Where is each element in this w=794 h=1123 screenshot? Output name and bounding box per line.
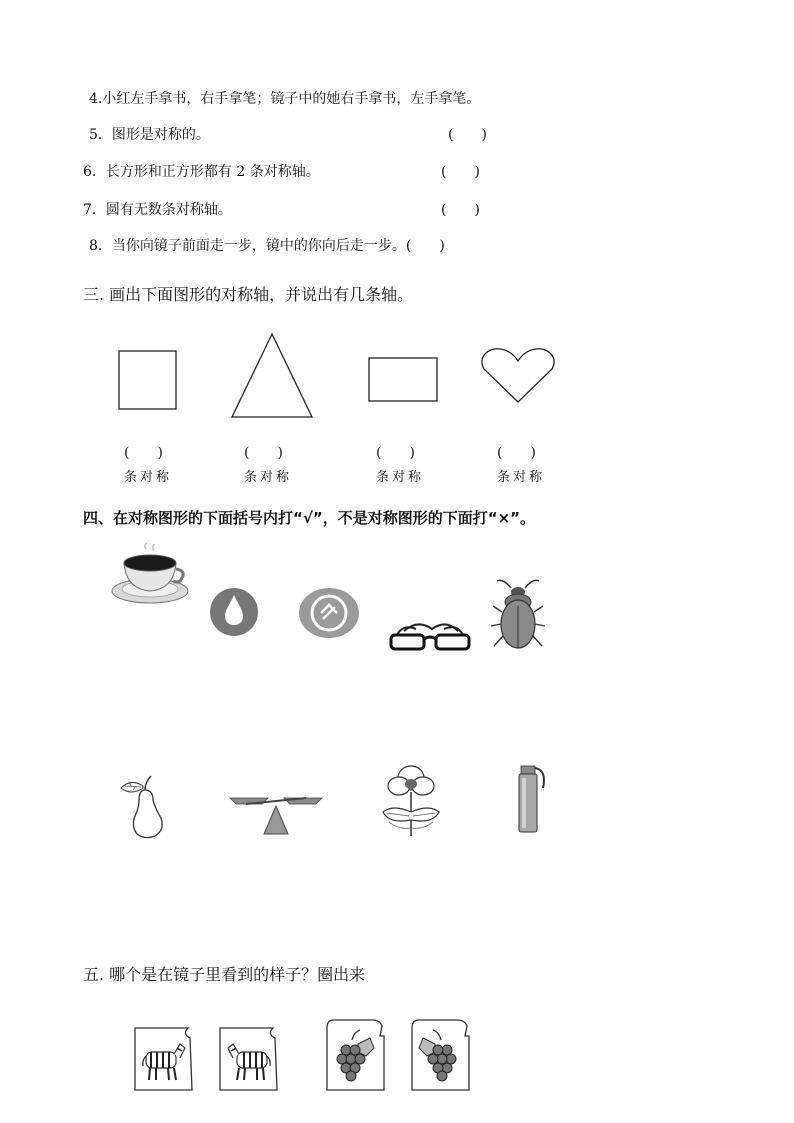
heart-shape [481,347,555,405]
item-5 [89,124,210,144]
pear-icon [115,774,171,840]
triangle-shape [230,332,316,420]
item-number: 8． [89,238,112,254]
coffee-cup-icon [110,543,190,607]
square-shape [118,350,178,412]
item-number: 5． [89,127,112,143]
axis-count-paren-4[interactable]: ( ) [497,445,536,461]
water-drop-icon [208,588,260,636]
flower-icon [379,764,443,838]
axis-label-1: 条对称 [124,470,173,485]
balance-scale-icon [228,790,326,836]
glasses-icon [388,617,472,653]
item-number: 4. [89,91,103,107]
thermos-icon [515,764,553,834]
section-four-heading: 四、在对称图形的下面括号内打“√”，不是对称图形的下面打“×”。 [83,509,536,527]
zebra-card-mirrored[interactable] [217,1024,281,1092]
item-text: 当你向镜子前面走一步，镜中的你向后走一步。 [111,238,406,254]
item-7 [83,199,232,219]
zebra-card[interactable] [132,1024,196,1092]
axis-count-paren-1[interactable]: ( ) [124,445,163,461]
item-text: 长方形和正方形都有 2 条对称轴。 [105,164,320,180]
axis-label-3: 条对称 [376,470,425,485]
rectangle-shape [368,357,440,403]
grapes-card-mirrored[interactable] [409,1016,473,1092]
axis-label-2: 条对称 [244,470,293,485]
axis-count-paren-2[interactable]: ( ) [244,445,283,461]
section-three-heading: 三. 画出下面图形的对称轴，并说出有几条轴。 [83,285,414,304]
item-text: 小红左手拿书，右手拿笔；镜子中的她右手拿书，左手拿笔。 [102,91,481,107]
item-text: 图形是对称的。 [111,127,210,143]
section-five-heading: 五. 哪个是在镜子里看到的样子？圈出来 [83,965,366,984]
beetle-icon [489,576,547,652]
item-text: 圆有无数条对称轴。 [105,202,232,218]
answer-paren-5[interactable]: ( ) [448,127,487,143]
item-4 [89,88,480,108]
axis-count-paren-3[interactable]: ( ) [376,445,415,461]
item-number: 6． [83,164,106,180]
answer-paren-7[interactable]: ( ) [441,202,480,218]
arrow-sign-icon [298,587,360,639]
item-number: 7． [83,202,106,218]
grapes-card[interactable] [324,1016,388,1092]
item-6 [83,161,320,181]
answer-paren-6[interactable]: ( ) [441,164,480,180]
answer-paren-8[interactable]: ( ) [405,238,445,254]
axis-label-4: 条对称 [497,470,546,485]
item-8 [89,235,445,255]
